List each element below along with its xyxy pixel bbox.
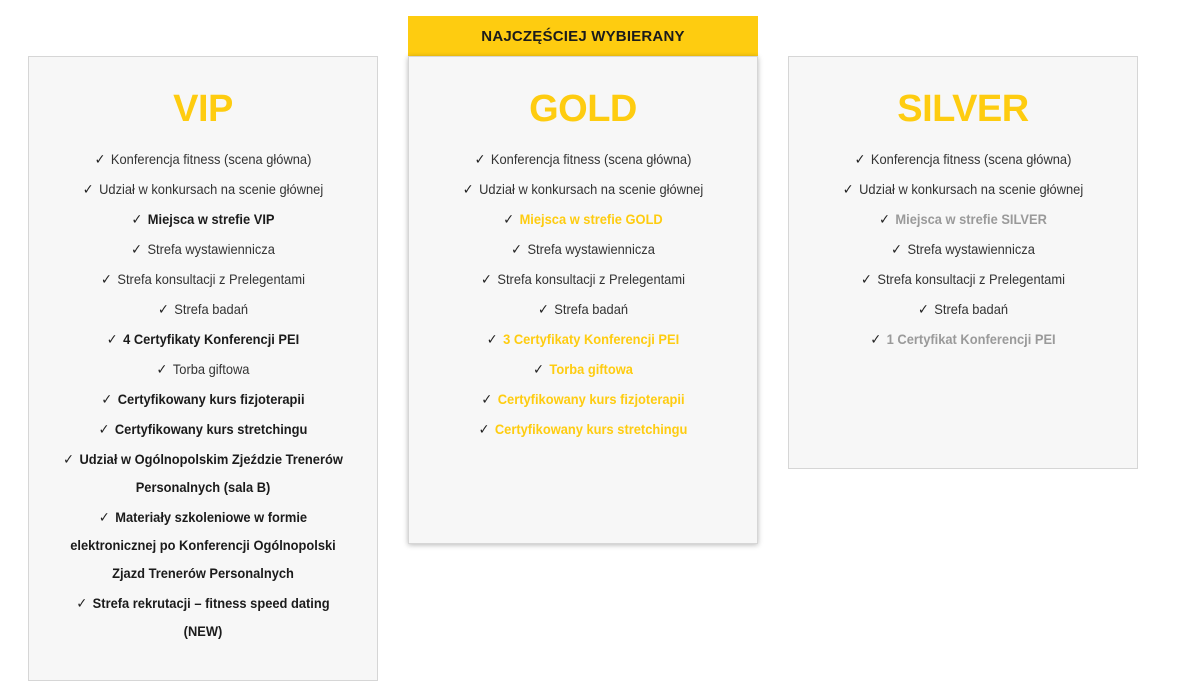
feature-label: Miejsca w strefie GOLD: [519, 211, 663, 227]
feature-label: Torba giftowa: [549, 361, 633, 377]
feature-item: [56, 325, 350, 353]
checkmark-icon: ✓: [82, 181, 94, 197]
checkmark-icon: ✓: [533, 361, 544, 377]
checkmark-icon: ✓: [481, 271, 492, 287]
plan-card-silver: [788, 56, 1138, 469]
feature-label: Strefa badań: [174, 301, 249, 317]
feature-label: Udział w konkursach na scenie głównej: [859, 181, 1084, 197]
feature-item: [436, 175, 730, 203]
feature-item: [436, 265, 730, 293]
feature-item: [56, 175, 350, 203]
feature-item: [816, 235, 1110, 263]
feature-label: Udział w Ogólnopolskim Zjeździe Trenerów Personalnych (sala B): [79, 451, 343, 495]
feature-list: [29, 145, 377, 645]
checkmark-icon: ✓: [101, 271, 112, 287]
feature-item: [436, 145, 730, 173]
checkmark-icon: ✓: [101, 391, 113, 407]
feature-label: Konferencja fitness (scena główna): [870, 151, 1072, 167]
checkmark-icon: ✓: [854, 151, 866, 167]
feature-item: [56, 235, 350, 263]
checkmark-icon: ✓: [917, 301, 929, 317]
most-chosen-ribbon: [408, 16, 758, 56]
checkmark-icon: ✓: [503, 211, 515, 227]
feature-label: Certyfikowany kurs fizjoterapii: [497, 391, 685, 407]
feature-item: [56, 295, 350, 323]
ribbon-label: NAJCZĘŚCIEJ WYBIERANY: [481, 27, 685, 45]
checkmark-icon: ✓: [106, 331, 118, 347]
feature-label: Certyfikowany kurs stretchingu: [494, 421, 688, 437]
feature-item: [436, 385, 730, 413]
checkmark-icon: ✓: [157, 301, 169, 317]
feature-item: [816, 325, 1110, 353]
feature-item: [436, 325, 730, 353]
checkmark-icon: ✓: [879, 211, 890, 227]
feature-label: Strefa rekrutacji – fitness speed dating (NEW): [92, 595, 330, 639]
feature-item: [56, 145, 350, 173]
feature-label: Certyfikowany kurs fizjoterapii: [117, 391, 305, 407]
feature-label: Strefa badań: [554, 301, 629, 317]
feature-label: Konferencja fitness (scena główna): [490, 151, 692, 167]
feature-label: Strefa wystawiennicza: [527, 241, 655, 257]
plan-card-gold: [408, 56, 758, 544]
plan-card-vip: [28, 56, 378, 681]
checkmark-icon: ✓: [861, 271, 872, 287]
feature-label: Udział w konkursach na scenie głównej: [479, 181, 704, 197]
feature-label: Miejsca w strefie SILVER: [895, 211, 1047, 227]
feature-label: 3 Certyfikaty Konferencji PEI: [503, 331, 680, 347]
checkmark-icon: ✓: [478, 421, 490, 437]
checkmark-icon: ✓: [98, 509, 110, 525]
feature-list: [409, 145, 757, 443]
checkmark-icon: ✓: [511, 241, 522, 257]
checkmark-icon: ✓: [131, 211, 143, 227]
checkmark-icon: ✓: [76, 595, 88, 611]
feature-label: Certyfikowany kurs stretchingu: [114, 421, 308, 437]
feature-item: [56, 205, 350, 233]
feature-item: [56, 265, 350, 293]
feature-list: [789, 145, 1137, 353]
checkmark-icon: ✓: [63, 451, 74, 467]
feature-label: Konferencja fitness (scena główna): [110, 151, 312, 167]
feature-item: [436, 205, 730, 233]
feature-label: Strefa konsultacji z Prelegentami: [117, 271, 305, 287]
checkmark-icon: ✓: [94, 151, 106, 167]
checkmark-icon: ✓: [842, 181, 854, 197]
feature-label: Torba giftowa: [172, 361, 250, 377]
feature-item: [56, 385, 350, 413]
feature-label: 1 Certyfikat Konferencji PEI: [886, 331, 1056, 347]
feature-item: [816, 295, 1110, 323]
checkmark-icon: ✓: [156, 361, 168, 377]
feature-label: Strefa wystawiennicza: [147, 241, 275, 257]
feature-item: [816, 205, 1110, 233]
plan-title: VIP: [173, 88, 233, 130]
feature-item: [436, 355, 730, 383]
checkmark-icon: ✓: [891, 241, 902, 257]
feature-label: Udział w konkursach na scenie głównej: [99, 181, 324, 197]
feature-item: [56, 503, 350, 587]
feature-label: Strefa konsultacji z Prelegentami: [877, 271, 1065, 287]
checkmark-icon: ✓: [462, 181, 474, 197]
checkmark-icon: ✓: [131, 241, 142, 257]
plan-title: SILVER: [897, 88, 1029, 130]
feature-label: Strefa wystawiennicza: [907, 241, 1035, 257]
feature-label: Miejsca w strefie VIP: [147, 211, 275, 227]
feature-label: Strefa konsultacji z Prelegentami: [497, 271, 685, 287]
feature-item: [816, 175, 1110, 203]
feature-item: [56, 415, 350, 443]
feature-item: [56, 355, 350, 383]
feature-label: 4 Certyfikaty Konferencji PEI: [123, 331, 300, 347]
checkmark-icon: ✓: [486, 331, 498, 347]
checkmark-icon: ✓: [474, 151, 486, 167]
checkmark-icon: ✓: [537, 301, 549, 317]
feature-item: [56, 445, 350, 501]
feature-item: [436, 415, 730, 443]
feature-item: [816, 265, 1110, 293]
feature-item: [436, 295, 730, 323]
checkmark-icon: ✓: [481, 391, 493, 407]
feature-item: [816, 145, 1110, 173]
plan-title: GOLD: [529, 88, 637, 130]
feature-label: Materiały szkoleniowe w formie elektronicznej po Konferencji Ogólnopolski Zjazd Trenerów Personalnych: [70, 509, 336, 581]
feature-item: [436, 235, 730, 263]
checkmark-icon: ✓: [98, 421, 110, 437]
checkmark-icon: ✓: [870, 331, 882, 347]
feature-item: [56, 589, 350, 645]
feature-label: Strefa badań: [934, 301, 1009, 317]
